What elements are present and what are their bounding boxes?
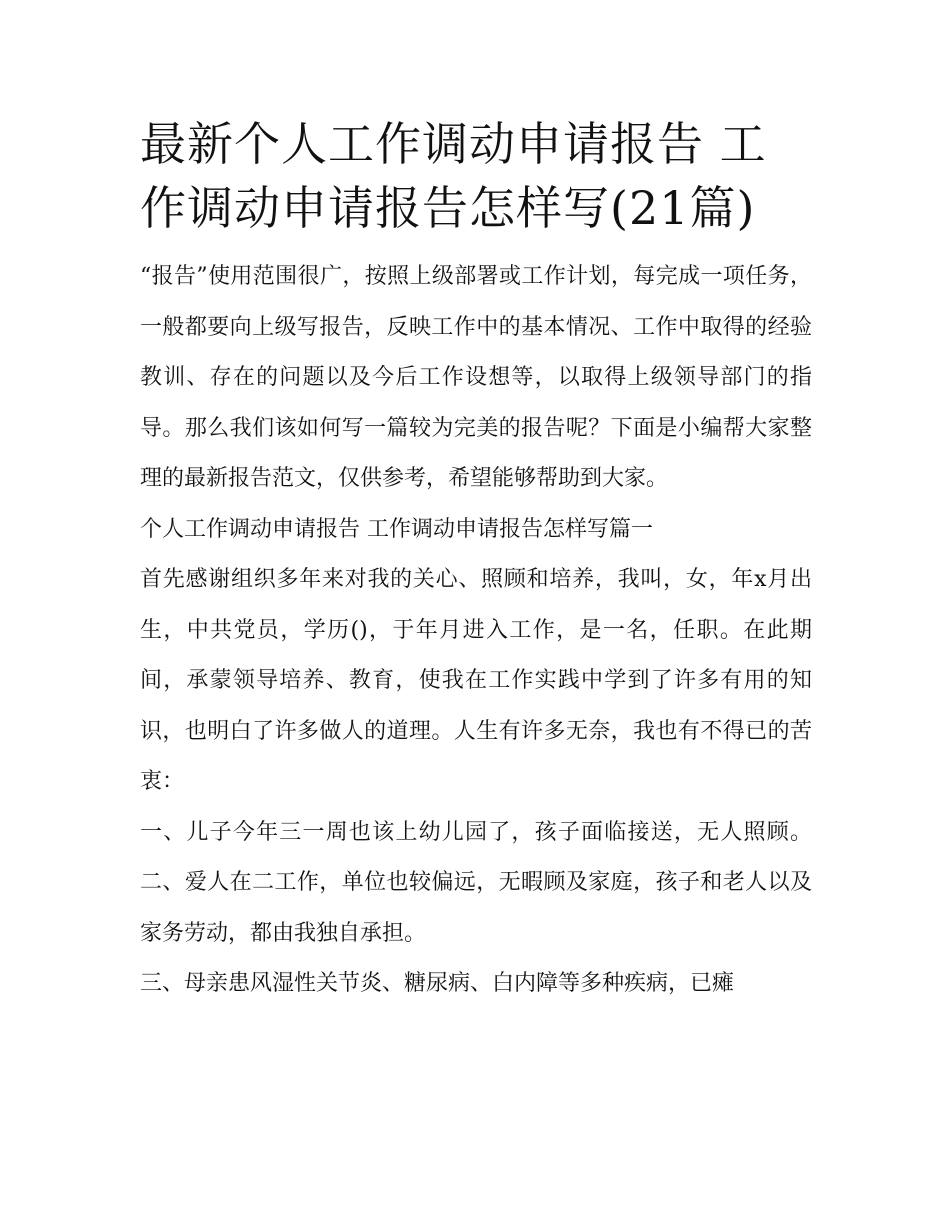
body-paragraph: 三、母亲患风湿性关节炎、糖尿病、白内障等多种疾病，已瘫: [140, 971, 735, 996]
document-body: [140, 112, 812, 1010]
section-heading: 个人工作调动申请报告 工作调动申请报告怎样写篇一: [140, 516, 653, 542]
intro-paragraph: “报告”使用范围很广，按照上级部署或工作计划，每完成一项任务，一般都要向上级写报告，反映工作中的基本情况、工作中取得的经验教训、存在的问题以及今后工作设想等，以取得上级领导部门的指导。那么我们该如何写一篇较为完美的报告呢？下面是小编帮大家整理的最新报告范文，仅供参考，希望能够帮助到大家。: [140, 264, 812, 491]
body-paragraph: 一、儿子今年三一周也该上幼儿园了，孩子面临接送，无人照顾。 二、爱人在二工作，单位也较偏远，无暇顾及家庭，孩子和老人以及家务劳动，都由我独自承担。: [140, 819, 812, 946]
document-title: 最新个人工作调动申请报告 工作调动申请报告怎样写(21篇): [140, 117, 767, 235]
body-paragraph: 首先感谢组织多年来对我的关心、照顾和培养，我叫，女，年x月出生，中共党员，学历()，于年月进入工作，是一名，任职。在此期间，承蒙领导培养、教育，使我在工作实践中学到了许多有用的知识，也明白了许多做人的道理。人生有许多无奈，我也有不得已的苦衷：: [140, 567, 812, 794]
